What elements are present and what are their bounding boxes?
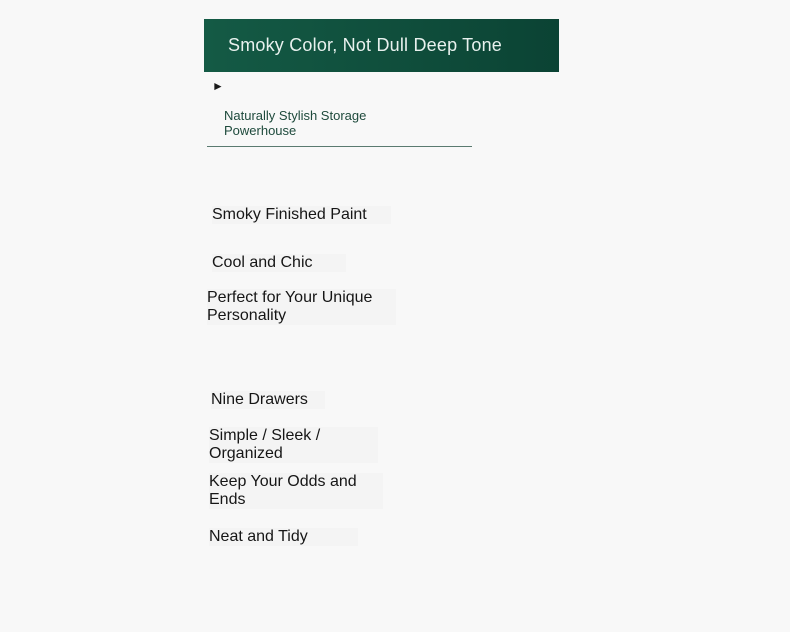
- header-banner: [204, 19, 559, 72]
- divider: [207, 146, 472, 147]
- expand-arrow-icon[interactable]: ►: [212, 79, 224, 93]
- feature-item: Simple / Sleek / Organized: [209, 427, 378, 463]
- feature-item: Perfect for Your Unique Personality: [207, 289, 396, 325]
- banner-title: Smoky Color, Not Dull Deep Tone: [228, 35, 502, 55]
- feature-item: Smoky Finished Paint: [212, 206, 391, 224]
- subtitle: Naturally Stylish Storage Powerhouse: [224, 108, 367, 138]
- feature-item: Nine Drawers: [211, 391, 325, 409]
- feature-item: Keep Your Odds and Ends: [209, 473, 383, 509]
- feature-item: Cool and Chic: [212, 254, 346, 272]
- feature-item: Neat and Tidy: [209, 528, 358, 546]
